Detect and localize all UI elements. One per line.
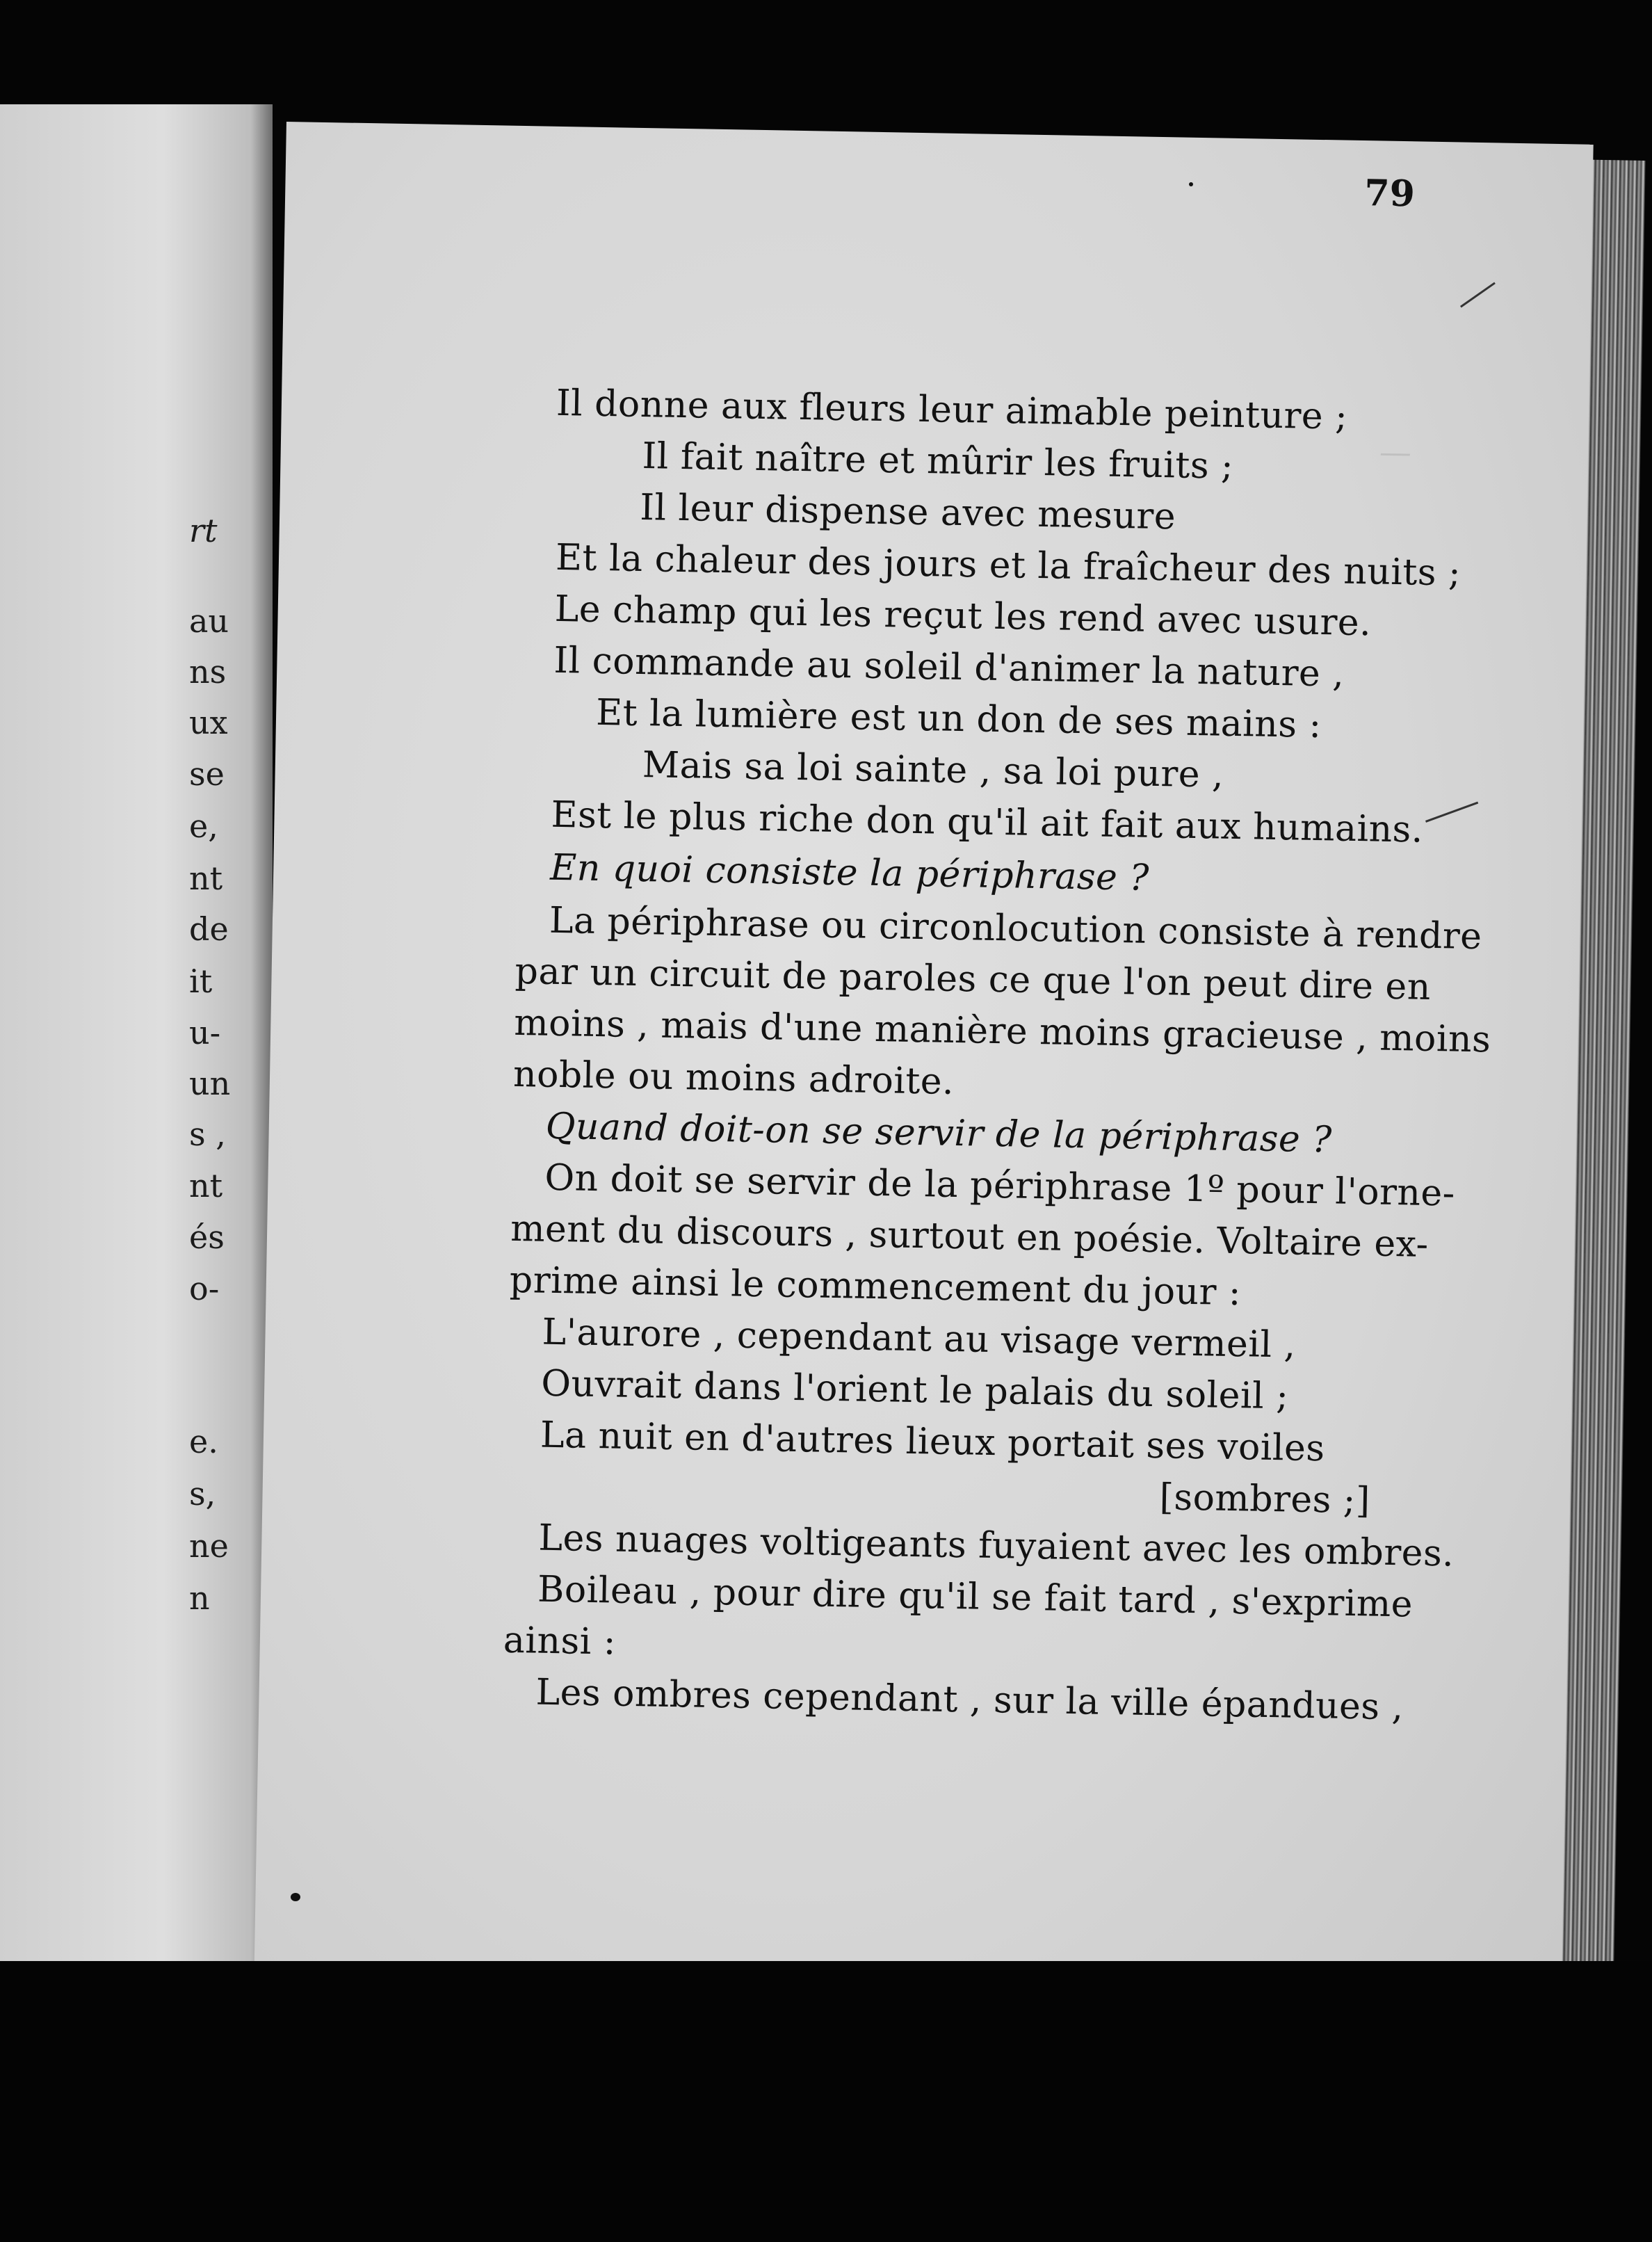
left-fragment: és bbox=[189, 1218, 225, 1256]
question-heading: En quoi consiste la périphrase ? bbox=[549, 846, 1150, 899]
left-fragment: s, bbox=[189, 1475, 216, 1513]
verse-line: Il leur dispense avec mesure bbox=[639, 486, 1176, 538]
left-fragment: nt bbox=[189, 1167, 223, 1204]
left-fragment: se bbox=[189, 755, 225, 793]
verse-line: Est le plus riche don qu'il ait fait aux humains. bbox=[551, 793, 1424, 851]
verse-line: Il fait naître et mûrir les fruits ; bbox=[642, 435, 1234, 487]
left-facing-page bbox=[0, 104, 273, 1961]
bleed-through-mark: — bbox=[1379, 433, 1412, 471]
paragraph-line: prime ainsi le commencement du jour : bbox=[509, 1259, 1242, 1314]
ink-speck bbox=[1189, 182, 1193, 186]
verse-line: La nuit en d'autres lieux portait ses voiles bbox=[540, 1414, 1326, 1470]
paragraph-line: ainsi : bbox=[503, 1619, 617, 1663]
paragraph-line: noble ou moins adroite. bbox=[512, 1053, 955, 1103]
left-fragment: s , bbox=[189, 1115, 226, 1153]
verse-line: L'aurore , cependant au visage vermeil , bbox=[542, 1311, 1297, 1366]
verse-line: Et la lumière est un don de ses mains : bbox=[595, 691, 1322, 747]
verse-line: Et la chaleur des jours et la fraîcheur des nuits ; bbox=[555, 536, 1461, 595]
left-fragment: nt bbox=[189, 860, 223, 897]
left-fragment: de bbox=[189, 910, 229, 948]
verse-line: Il commande au soleil d'animer la nature , bbox=[553, 639, 1345, 695]
verse-line: Les nuages voltigeants fuyaient avec les ombres. bbox=[537, 1517, 1455, 1575]
verse-line: Mais sa loi sainte , sa loi pure , bbox=[642, 744, 1224, 796]
left-fragment: ne bbox=[189, 1527, 229, 1565]
left-fragment: u- bbox=[189, 1014, 221, 1051]
paragraph-line: ment du discours , surtout en poésie. Voltaire ex- bbox=[510, 1207, 1430, 1266]
right-book-page bbox=[252, 122, 1594, 2154]
paragraph-line: On doit se servir de la périphrase 1º pour l'orne- bbox=[544, 1156, 1456, 1215]
paragraph-line: moins , mais d'une manière moins gracieuse , moins bbox=[513, 1001, 1491, 1061]
left-fragment: ux bbox=[189, 704, 228, 741]
verse-line: Le champ qui les reçut les rend avec usure. bbox=[554, 588, 1372, 645]
question-heading: Quand doit-on se servir de la périphrase ? bbox=[545, 1105, 1333, 1161]
left-fragment: n bbox=[189, 1579, 210, 1617]
left-fragment: ns bbox=[189, 653, 227, 691]
left-fragment: e. bbox=[189, 1423, 218, 1460]
verse-line: Les ombres cependant , sur la ville épandues , bbox=[535, 1671, 1404, 1729]
left-fragment: un bbox=[189, 1065, 231, 1102]
left-fragment: o- bbox=[189, 1270, 220, 1307]
ink-speck bbox=[291, 1893, 300, 1901]
left-fragment: rt bbox=[189, 512, 218, 549]
left-fragment: it bbox=[189, 962, 213, 1000]
verse-line: Il donne aux fleurs leur aimable peinture ; bbox=[556, 382, 1348, 438]
paragraph-line: Boileau , pour dire qu'il se fait tard , s'exprime bbox=[537, 1568, 1414, 1626]
left-fragment: au bbox=[189, 602, 229, 640]
page-number: 79 bbox=[1363, 172, 1416, 216]
left-fragment: e, bbox=[189, 807, 218, 845]
paragraph-line: La périphrase ou circonlocution consiste à rendre bbox=[549, 899, 1483, 958]
verse-line: [sombres ;] bbox=[1159, 1476, 1371, 1522]
verse-line: Ouvrait dans l'orient le palais du soleil ; bbox=[540, 1362, 1289, 1418]
scan-bottom-shadow bbox=[0, 1961, 1652, 2242]
paragraph-line: par un circuit de paroles ce que l'on peut dire en bbox=[515, 950, 1432, 1008]
